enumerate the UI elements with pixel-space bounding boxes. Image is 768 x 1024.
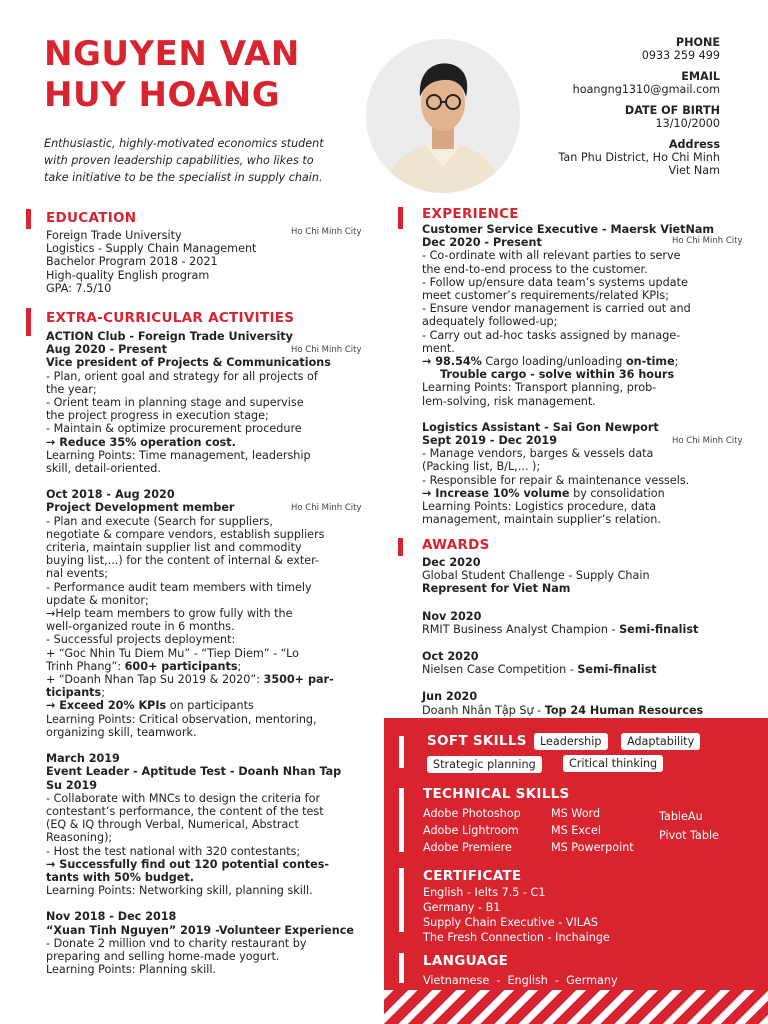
skill-tag: Adaptability <box>621 733 700 750</box>
profile-summary <box>44 135 362 186</box>
certificate-heading: CERTIFICATE <box>423 868 522 884</box>
activity-highlight: ticipants <box>46 686 102 700</box>
activity-line: skill, detail-oriented. <box>46 462 161 476</box>
experience-list <box>422 223 714 526</box>
activity-line: - Host the test national with 320 contestants; <box>46 844 301 858</box>
phone-label: PHONE <box>675 36 720 49</box>
certificate-list <box>423 885 610 945</box>
activity-achievement: → Reduce 35% operation cost. <box>46 435 236 449</box>
activity-text: on participants <box>166 699 254 713</box>
job-line: - Follow up/ensure data team’s systems update <box>422 275 688 289</box>
education-line: Foreign Trade University <box>46 229 182 242</box>
job-line <box>422 355 714 368</box>
activity-line: Learning Points: Networking skill, planning skill. <box>46 884 313 898</box>
education-line: Logistics - Supply Chain Management <box>46 242 257 256</box>
activity-line <box>46 673 354 686</box>
tech-skill: Adobe Premiere <box>423 841 512 854</box>
job-line: management, maintain supplier’s relation. <box>422 513 661 527</box>
activity-role: Project Development member <box>46 501 235 515</box>
award-line <box>422 663 703 676</box>
activity-text: Trinh Phang”: <box>46 659 125 673</box>
job-line: - Carry out ad-hoc tasks assigned by manage- <box>422 328 681 342</box>
job-location: Ho Chi Minh City <box>672 436 743 446</box>
job-line: Learning Points: Transport planning, prob- <box>422 381 657 395</box>
activity-role: “Xuan Tinh Nguyen” 2019 -Volunteer Experience <box>46 923 354 937</box>
job-line: meet customer’s requirements/related KPIs; <box>422 289 669 303</box>
activity-line: the year; <box>46 382 97 396</box>
section-marker <box>399 736 404 768</box>
award-result: Represent for Viet Nam <box>422 582 571 596</box>
language-heading: LANGUAGE <box>423 953 509 969</box>
activity-line: Reasoning); <box>46 831 113 845</box>
skill-tag: Critical thinking <box>563 755 663 772</box>
activity-line: + “Goc Nhin Tu Diem Mu” - “Tiep Diem” - “Lo <box>46 646 300 660</box>
education-line: High-quality English program <box>46 268 210 282</box>
activity-org: ACTION Club - Foreign Trade University <box>46 330 293 343</box>
awards-list <box>422 556 703 717</box>
activity-line: criteria, maintain supplier list and commodity <box>46 541 302 555</box>
job-line: (Packing list, B/L,... ); <box>422 460 541 474</box>
activity-text: ; <box>101 686 105 700</box>
activity-line: - Collaborate with MNCs to design the criteria for <box>46 791 321 805</box>
activity-line <box>46 699 354 712</box>
summary-line: with proven leadership capabilities, who likes to <box>44 154 314 167</box>
activity-role: Vice president of Projects & Communications <box>46 356 331 370</box>
activity-date: Oct 2018 - Aug 2020 <box>46 488 175 502</box>
email-value[interactable]: hoangng1310@gmail.com <box>572 83 720 96</box>
activity-line: - Performance audit team members with timely <box>46 580 312 594</box>
job-line: adequately followed-up; <box>422 315 558 329</box>
activity-line: nal events; <box>46 567 109 581</box>
activity-line: buying list,...) for the content of internal & exter- <box>46 554 320 568</box>
tech-skill: MS Excel <box>551 824 601 837</box>
activity-line: →Help team members to grow fully with the <box>46 607 293 621</box>
job-line <box>422 487 714 500</box>
address-line-2: Viet Nam <box>668 164 720 177</box>
award-line <box>422 704 703 717</box>
tech-skill: Adobe Photoshop <box>423 807 521 820</box>
address-label: Address <box>668 138 720 151</box>
activity-line: - Orient team in planning stage and supervise <box>46 396 304 410</box>
job-text: Cargo loading/unloading <box>481 355 626 369</box>
extracurricular-list <box>46 330 354 976</box>
award-text: Global Student Challenge - Supply Chain <box>422 569 650 583</box>
section-marker <box>26 209 31 229</box>
job-line: - Co-ordinate with all relevant parties to serve <box>422 249 681 263</box>
section-marker <box>398 207 403 229</box>
certificate-item: Germany - B1 <box>423 901 501 914</box>
award-text: Nielsen Case Competition - <box>422 663 578 677</box>
profile-photo <box>366 39 520 193</box>
education-heading: EDUCATION <box>46 210 137 226</box>
education-location: Ho Chi Minh City <box>291 227 362 237</box>
certificate-item: The Fresh Connection - Inchainge <box>423 931 610 944</box>
activity-line <box>46 660 354 673</box>
tech-skills-column <box>659 807 719 845</box>
award-result: Semi-finalist <box>577 663 657 677</box>
activity-line: Learning Points: Planning skill. <box>46 963 216 977</box>
job-line: ment. <box>422 341 455 355</box>
person-portrait-icon <box>366 39 520 193</box>
award-text: Doanh Nhân Tập Sự - <box>422 703 545 717</box>
activity-highlight: 600+ participants <box>124 659 238 673</box>
tech-skill: Pivot Table <box>659 829 719 842</box>
tech-skill: Adobe Lightroom <box>423 824 519 837</box>
award-line <box>422 623 703 636</box>
dob-label: DATE OF BIRTH <box>624 104 720 117</box>
dob-value: 13/10/2000 <box>655 117 720 130</box>
section-marker <box>399 868 404 932</box>
summary-line: Enthusiastic, highly-motivated economics student <box>44 137 324 150</box>
tech-skill: MS Powerpoint <box>551 841 634 854</box>
activity-line: - Successful projects deployment: <box>46 633 236 647</box>
award-date: Dec 2020 <box>422 556 481 569</box>
activity-date: March 2019 <box>46 752 120 766</box>
certificate-item: English - Ielts 7.5 - C1 <box>423 886 546 899</box>
job-highlight: → Increase 10% volume <box>422 486 570 500</box>
skills-panel <box>384 718 768 1024</box>
award-text: RMIT Business Analyst Champion - <box>422 622 620 636</box>
activity-line: - Donate 2 million vnd to charity restaurant by <box>46 936 307 950</box>
soft-skills-heading: SOFT SKILLS <box>427 733 527 749</box>
job-date: Dec 2020 - Present <box>422 236 542 250</box>
tech-skill: MS Word <box>551 807 601 820</box>
activity-line: - Plan and execute (Search for suppliers, <box>46 514 273 528</box>
award-date: Jun 2020 <box>422 690 478 704</box>
certificate-item: Supply Chain Executive - VILAS <box>423 916 599 929</box>
name-line-1: NGUYEN VAN <box>44 34 300 74</box>
summary-line: take initiative to be the specialist in supply chain. <box>44 171 323 184</box>
activity-achievement: → Successfully find out 120 potential contes- <box>46 857 330 871</box>
job-line: the end-to-end process to the customer. <box>422 262 648 276</box>
award-date: Nov 2020 <box>422 609 482 623</box>
job-achievement: Trouble cargo - solve within 36 hours <box>440 368 675 382</box>
activity-line <box>46 686 354 699</box>
job-location: Ho Chi Minh City <box>672 236 743 246</box>
section-marker <box>399 953 404 983</box>
activity-line: update & monitor; <box>46 593 149 607</box>
activity-line: organizing skill, teamwork. <box>46 725 197 739</box>
activity-line: negotiate & compare vendors, establish suppliers <box>46 527 325 541</box>
language-list: Vietnamese - English - Germany <box>423 974 618 987</box>
job-date: Sept 2019 - Dec 2019 <box>422 434 558 448</box>
name-line-2: HUY HOANG <box>44 75 281 115</box>
decorative-stripes <box>384 990 768 1024</box>
activity-date: Aug 2020 - Present <box>46 343 167 357</box>
contact-info <box>558 36 720 177</box>
activity-highlight: → Exceed 20% KPIs <box>46 699 167 713</box>
tech-skill: TableAu <box>659 810 703 823</box>
award-result: Semi-finalist <box>619 622 699 636</box>
award-result: Top 24 Human Resources <box>544 703 704 717</box>
skill-tag: Leadership <box>534 733 608 750</box>
tech-skills-column <box>423 805 521 856</box>
job-text: by consolidation <box>569 486 665 500</box>
activity-text: ; <box>237 659 242 673</box>
activity-line: - Maintain & optimize procurement procedure <box>46 422 302 436</box>
job-highlight: on-time <box>625 355 675 369</box>
activity-line: Learning Points: Time management, leadership <box>46 448 311 462</box>
activity-line: contestant’s performance, the content of the test <box>46 804 324 818</box>
job-line: - Ensure vendor management is carried out and <box>422 302 691 316</box>
activity-line: the project progress in execution stage; <box>46 409 269 423</box>
section-marker <box>399 788 404 852</box>
activity-line: Learning Points: Critical observation, mentoring, <box>46 712 317 726</box>
technical-skills-heading: TECHNICAL SKILLS <box>423 786 570 802</box>
activity-role: Event Leader - Aptitude Test - Doanh Nhan Tap <box>46 765 342 779</box>
job-line: - Responsible for repair & maintenance vessels. <box>422 473 690 487</box>
activity-date: Nov 2018 - Dec 2018 <box>46 910 177 924</box>
section-marker <box>26 308 31 336</box>
phone-value: 0933 259 499 <box>641 49 720 62</box>
job-title: Customer Service Executive - Maersk VietNam <box>422 223 715 236</box>
job-line: Learning Points: Logistics procedure, data <box>422 500 657 514</box>
activity-achievement: tants with 50% budget. <box>46 870 194 884</box>
activity-line: well-organized route in 6 months. <box>46 620 235 634</box>
job-text: ; <box>674 355 679 369</box>
activity-location: Ho Chi Minh City <box>291 503 362 513</box>
activity-line: - Plan, orient goal and strategy for all projects of <box>46 369 318 383</box>
extracurricular-heading: EXTRA-CURRICULAR ACTIVITIES <box>46 310 295 326</box>
activity-line: preparing and selling home-made yogurt. <box>46 949 280 963</box>
education-line: Bachelor Program 2018 - 2021 <box>46 255 218 269</box>
job-line: lem-solving, risk management. <box>422 394 596 408</box>
job-highlight: → 98.54% <box>422 355 482 369</box>
email-label: EMAIL <box>681 70 720 83</box>
education-line: GPA: 7.5/10 <box>46 281 112 295</box>
tech-skills-column <box>551 805 634 856</box>
skill-tag: Strategic planning <box>427 756 542 773</box>
activity-role: Su 2019 <box>46 778 98 792</box>
job-title: Logistics Assistant - Sai Gon Newport <box>422 420 659 434</box>
activity-location: Ho Chi Minh City <box>291 345 362 355</box>
job-line: - Manage vendors, barges & vessels data <box>422 447 654 461</box>
address-line-1: Tan Phu District, Ho Chi Minh <box>558 151 720 164</box>
activity-line: (EQ & IQ through Verbal, Numerical, Abstract <box>46 818 299 832</box>
experience-heading: EXPERIENCE <box>422 206 519 222</box>
award-date: Oct 2020 <box>422 650 479 664</box>
activity-text: + “Doanh Nhan Tap Su 2019 & 2020”: <box>46 673 264 687</box>
section-marker <box>398 538 403 556</box>
candidate-name <box>44 34 300 116</box>
awards-heading: AWARDS <box>422 537 490 553</box>
activity-highlight: 3500+ par- <box>263 673 334 687</box>
education-details <box>46 229 256 295</box>
